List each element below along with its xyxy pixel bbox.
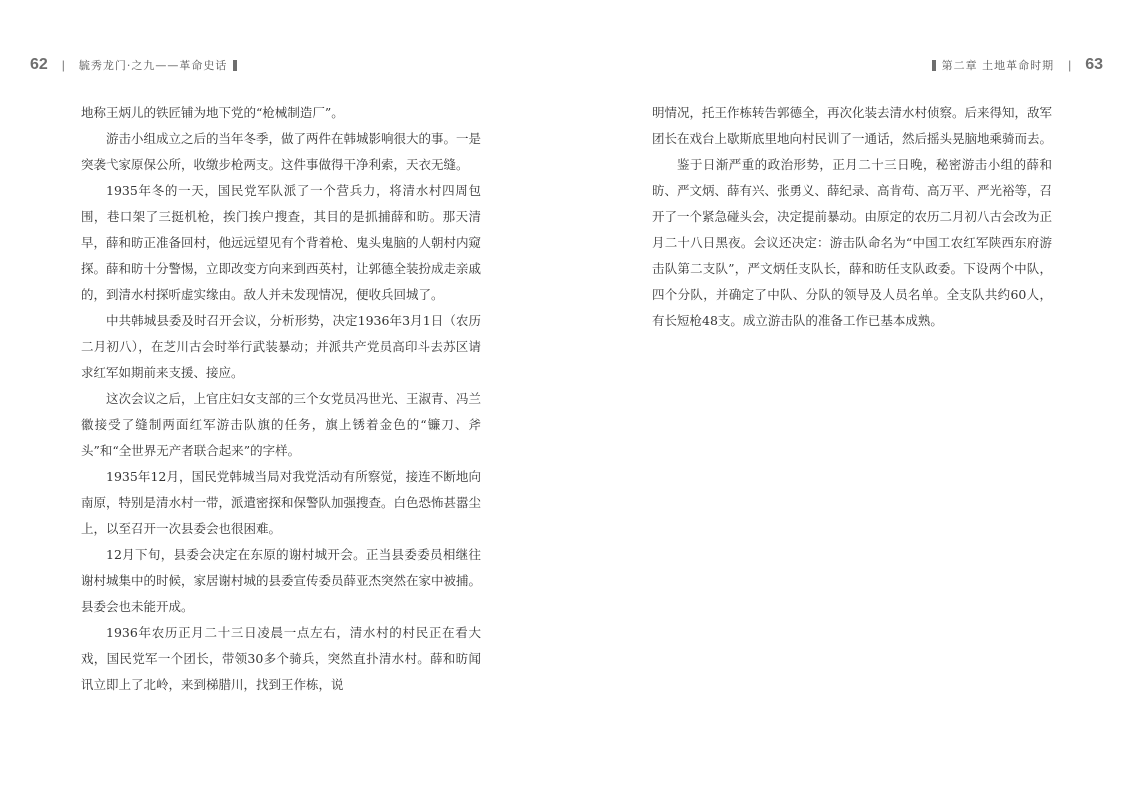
paragraph: 1936年农历正月二十三日凌晨一点左右，清水村的村民正在看大戏，国民党军一个团长，带领30多个骑兵，突然直扑清水村。薛和昉闻讯立即上了北岭，来到梯腊川，找到王作栋，说 [81, 625, 481, 692]
chapter-title: 第二章 土地革命时期 [941, 59, 1055, 72]
right-page-header [926, 52, 1103, 78]
paragraph: 鉴于日渐严重的政治形势，正月二十三日晚，秘密游击小组的薛和昉、严文炳、薛有兴、张勇义、薛纪录、高肯苟、高万平、严光裕等，召开了一个紧急碰头会，决定提前暴动。由原定的农历二月初八古会改为正月二十八日黑夜。会议还决定：游击队命名为“中国工农红军陕西东府游击队第二支队”，严文炳任支队长，薛和昉任支队政委。下设两个中队，四个分队，并确定了中队、分队的领导及人员名单。全支队共约60人，有长短枪48支。成立游击队的准备工作已基本成熟。 [652, 157, 1053, 328]
paragraph: 这次会议之后，上官庄妇女支部的三个女党员冯世光、王淑青、冯兰徽接受了缝制两面红军游击队旗的任务，旗上锈着金色的“镰刀、斧头”和“全世界无产者联合起来”的字样。 [81, 391, 482, 458]
right-page-number: 63 [1085, 56, 1103, 73]
paragraph: 中共韩城县委及时召开会议，分析形势，决定1936年3月1日（农历二月初八），在芝川古会时举行武装暴动；并派共产党员高印斗去苏区请求红军如期前来支援、接应。 [81, 313, 481, 380]
right-page-body [652, 100, 1052, 334]
right-header-separator: | [1068, 58, 1072, 72]
header-block-marker [233, 60, 237, 71]
left-page-header [30, 52, 243, 78]
left-header-separator: | [61, 58, 65, 72]
left-page-number: 62 [30, 56, 48, 73]
paragraph: 地称王炳儿的铁匠铺为地下党的“枪械制造厂”。 [81, 105, 344, 120]
header-block-marker [932, 60, 936, 71]
left-page-body [81, 100, 481, 698]
book-title: 毓秀龙门·之九——革命史话 [78, 59, 228, 72]
paragraph: 1935年12月，国民党韩城当局对我党活动有所察觉，接连不断地向南原，特别是清水村一带，派遣密探和保警队加强搜查。白色恐怖甚嚣尘上，以至召开一次县委会也很困难。 [81, 469, 482, 536]
paragraph: 游击小组成立之后的当年冬季，做了两件在韩城影响很大的事。一是突袭弋家原保公所，收缴步枪两支。这件事做得干净利索，天衣无缝。 [81, 131, 482, 172]
paragraph: 12月下旬，县委会决定在东原的谢村城开会。正当县委委员相继往谢村城集中的时候，家居谢村城的县委宣传委员薛亚杰突然在家中被捕。县委会也未能开成。 [81, 547, 482, 614]
paragraph: 1935年冬的一天，国民党军队派了一个营兵力，将清水村四周包围，巷口架了三挺机枪，挨门挨户搜查，其目的是抓捕薛和昉。那天清早，薛和昉正准备回村，他远远望见有个背着枪、鬼头鬼脑的人朝村内窥探。薛和昉十分警惕，立即改变方向来到西英村，让郭德全装扮成走亲戚的，到清水村探听虚实缘由。敌人并未发现情况，便收兵回城了。 [81, 183, 482, 302]
paragraph: 明情况，托王作栋转告郭德全，再次化装去清水村侦察。后来得知，敌军团长在戏台上歇斯底里地向村民训了一通话，然后摇头晃脑地乘骑而去。 [652, 105, 1053, 146]
